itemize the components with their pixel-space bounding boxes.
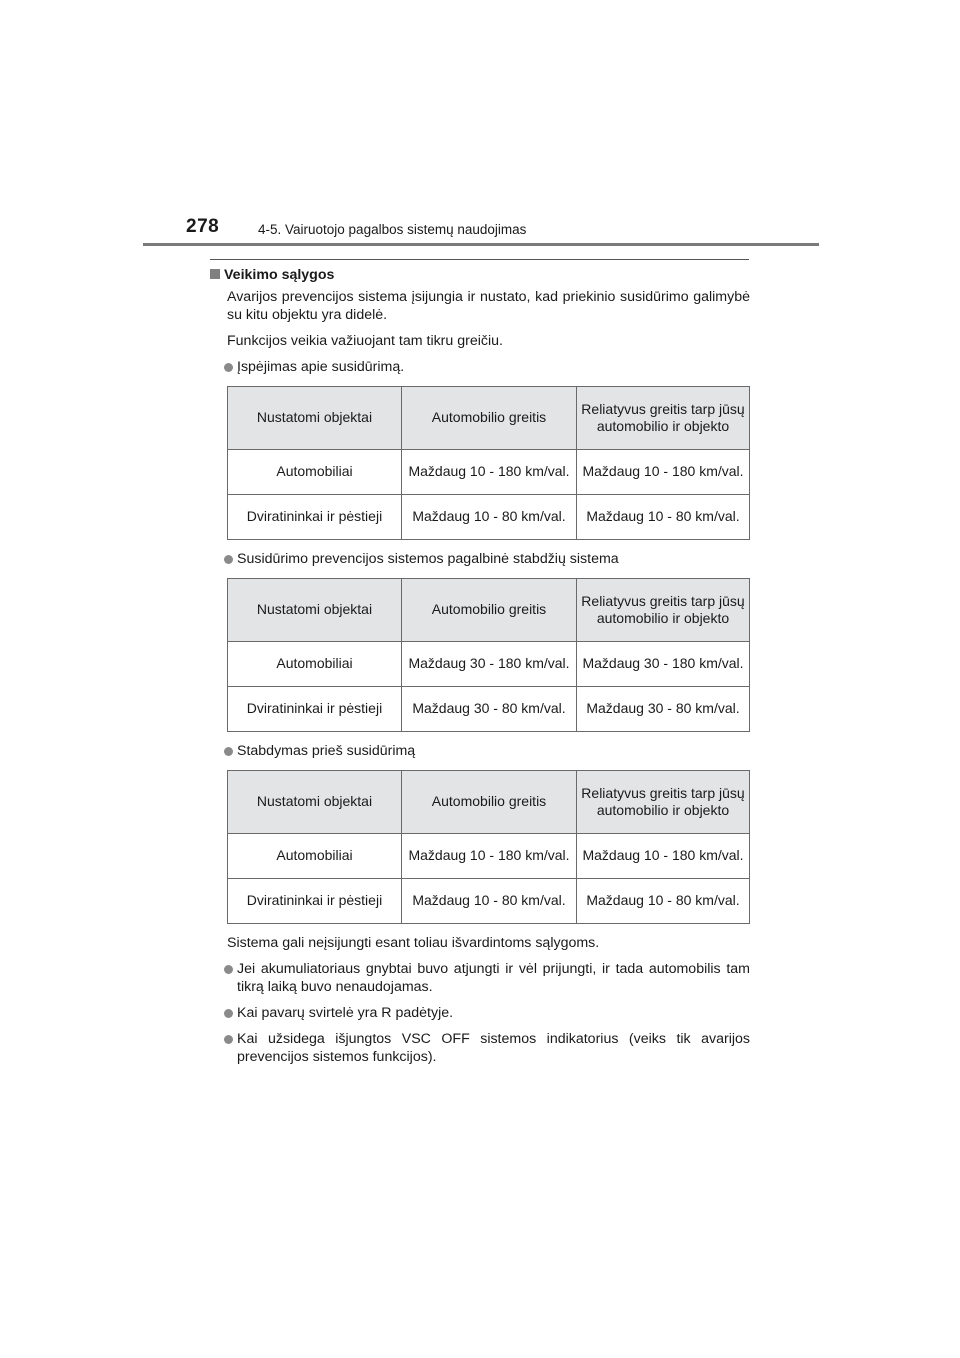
table-row [228,450,750,495]
table-row [228,834,750,879]
cell-speed: Maždaug 10 - 80 km/val. [402,495,577,540]
disable-intro: Sistema gali neįsijungti esant toliau išvardintoms sąlygoms. [227,935,600,951]
bullet-disable-condition [210,1030,750,1066]
bullet-text: Kai užsidega išjungtos VSC OFF sistemos indikatorius (veiks tik avarijos prevencijos sistemos funkcijos). [237,1031,750,1065]
table-row [228,642,750,687]
page-number: 278 [186,216,220,237]
header-vehicle-speed: Automobilio greitis [402,771,577,834]
bullet-text: Jei akumuliatoriaus gnybtai buvo atjungti ir vėl prijungti, ir tada automobilis tam tikrą laiką buvo nenaudojamas. [237,961,750,995]
header-objects: Nustatomi objektai [228,387,402,450]
round-bullet-icon [224,747,233,756]
round-bullet-icon [224,1009,233,1018]
bullet-collision-warning [210,358,750,376]
bullet-text: Kai pavarų svirtelė yra R padėtyje. [237,1005,454,1021]
header-vehicle-speed: Automobilio greitis [402,579,577,642]
table-brake-assist [227,578,750,732]
header-relative-speed: Reliatyvus greitis tarp jūsų automobilio ir objekto [577,387,750,450]
page-content [210,266,750,1074]
bullet-disable-condition [210,960,750,996]
cell-relative: Maždaug 10 - 80 km/val. [577,495,750,540]
round-bullet-icon [224,363,233,372]
bullet-text: Susidūrimo prevencijos sistemos pagalbinė stabdžių sistema [237,551,619,567]
round-bullet-icon [224,555,233,564]
square-bullet-icon [210,269,220,279]
header-rule [143,243,819,246]
header-relative-speed: Reliatyvus greitis tarp jūsų automobilio ir objekto [577,579,750,642]
cell-speed: Maždaug 10 - 180 km/val. [402,450,577,495]
cell-object: Automobiliai [228,642,402,687]
section-rule [210,259,749,260]
bullet-disable-condition [210,1004,750,1022]
cell-relative: Maždaug 30 - 180 km/val. [577,642,750,687]
cell-object: Dviratininkai ir pėstieji [228,495,402,540]
table-header-row [228,579,750,642]
section-title-text: Veikimo sąlygos [224,267,335,283]
table-header-row [228,387,750,450]
header-relative-speed: Reliatyvus greitis tarp jūsų automobilio ir objekto [577,771,750,834]
cell-speed: Maždaug 10 - 80 km/val. [402,879,577,924]
bullet-text: Stabdymas prieš susidūrimą [237,743,416,759]
round-bullet-icon [224,1035,233,1044]
round-bullet-icon [224,965,233,974]
header-vehicle-speed: Automobilio greitis [402,387,577,450]
cell-speed: Maždaug 30 - 80 km/val. [402,687,577,732]
bullet-pre-collision-braking [210,742,750,760]
cell-speed: Maždaug 10 - 180 km/val. [402,834,577,879]
table-row [228,879,750,924]
table-collision-warning [227,386,750,540]
section-title [210,266,750,284]
bullet-text: Įspėjimas apie susidūrimą. [237,359,405,375]
cell-relative: Maždaug 10 - 80 km/val. [577,879,750,924]
cell-object: Automobiliai [228,450,402,495]
cell-object: Automobiliai [228,834,402,879]
cell-relative: Maždaug 10 - 180 km/val. [577,450,750,495]
header-objects: Nustatomi objektai [228,579,402,642]
bullet-brake-assist [210,550,750,568]
table-row [228,687,750,732]
table-row [228,495,750,540]
table-header-row [228,771,750,834]
table-pre-collision-braking [227,770,750,924]
intro-paragraph: Avarijos prevencijos sistema įsijungia ir nustato, kad priekinio susidūrimo galimybė su kitu objektu yra didelė. [227,289,750,323]
cell-object: Dviratininkai ir pėstieji [228,687,402,732]
cell-speed: Maždaug 30 - 180 km/val. [402,642,577,687]
cell-relative: Maždaug 30 - 80 km/val. [577,687,750,732]
cell-relative: Maždaug 10 - 180 km/val. [577,834,750,879]
speed-note: Funkcijos veikia važiuojant tam tikru greičiu. [227,333,503,349]
header-objects: Nustatomi objektai [228,771,402,834]
cell-object: Dviratininkai ir pėstieji [228,879,402,924]
running-header: 4-5. Vairuotojo pagalbos sistemų naudojimas [258,222,527,237]
